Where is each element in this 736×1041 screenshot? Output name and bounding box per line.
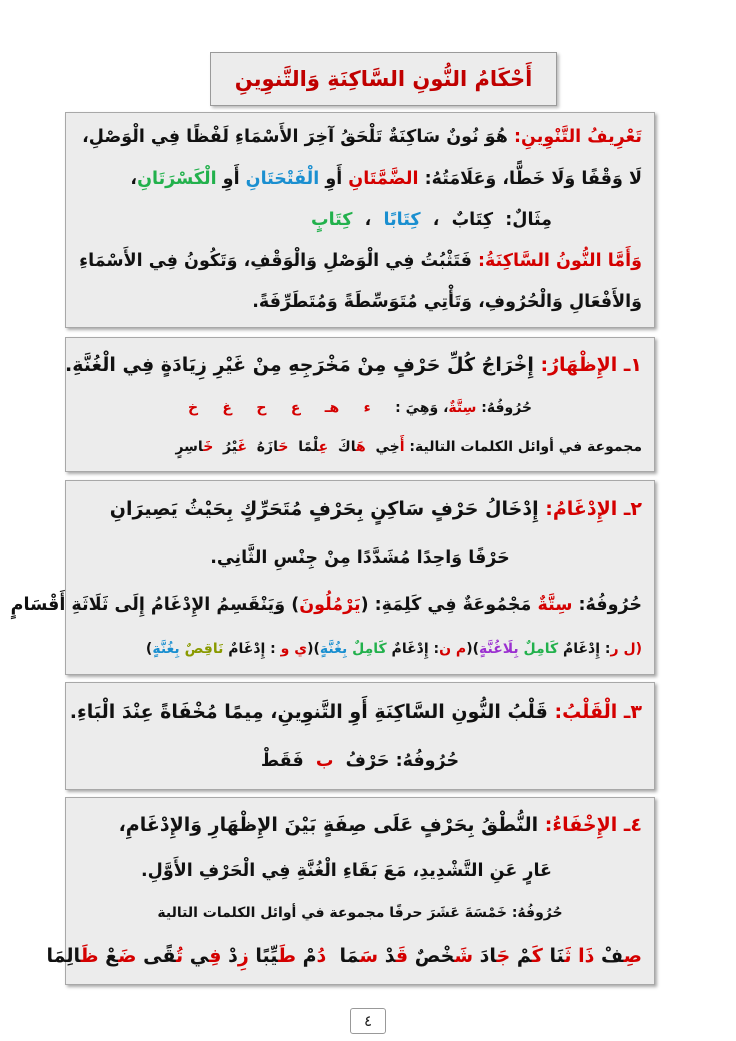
text-segment: أَوِ — [319, 168, 349, 189]
highlighted-term: دُ — [316, 945, 327, 968]
highlighted-term: يَرْمُلُونَ — [299, 594, 361, 615]
text-segment: الِمَا — [46, 945, 81, 968]
highlighted-term: كَ — [531, 945, 543, 968]
text-segment: ازَهُ — [247, 438, 279, 455]
text-segment: حُرُوفُهُ: — [572, 594, 642, 615]
text-line — [78, 248, 642, 274]
text-segment: فَقَطْ — [260, 750, 316, 771]
page-title: أَحْكَامُ النُّونِ السَّاكِنَةِ وَالتَّنوِينِ — [210, 52, 557, 106]
highlighted-term: ٢ـ الإِدْغَامُ: — [538, 498, 642, 521]
text-segment: لَا وَقْفًا وَلَا خَطًّا، وَعَلَامَتُهُ: — [418, 168, 642, 189]
highlighted-term: شَ — [454, 945, 474, 968]
text-segment: نَا — [542, 945, 565, 968]
text-segment: : إِدْغَامٌ — [386, 640, 440, 657]
text-segment: ، وَهِيَ : — [370, 399, 449, 416]
highlighted-term: سِتَّةٌ — [537, 594, 573, 615]
iqlab-box — [65, 682, 655, 790]
text-line — [78, 748, 642, 774]
highlighted-term: فِ — [209, 945, 222, 968]
highlighted-term: الضَّمَّتَانِ — [348, 168, 419, 189]
highlighted-term: ذَا — [571, 945, 595, 968]
highlighted-term: سِتَّةٌ — [448, 399, 477, 416]
definition-box — [65, 112, 655, 328]
highlighted-term: سَ — [359, 945, 379, 968]
text-segment: ي — [183, 945, 210, 968]
text-line — [78, 437, 642, 458]
text-line — [78, 545, 642, 571]
text-segment: فْ — [594, 945, 624, 968]
text-segment: )( — [307, 640, 320, 657]
text-segment: عْ — [98, 945, 119, 968]
izhar-box — [65, 337, 655, 472]
text-line — [10, 592, 642, 618]
text-line — [78, 207, 642, 233]
text-segment: إِدْخَالُ حَرْفٍ سَاكِنٍ بِحَرْفٍ مُتَحَرِّكٍ بِحَيْثُ يَصِيرَانِ — [109, 498, 539, 521]
text-line — [78, 903, 642, 924]
highlighted-term: قَ — [395, 945, 409, 968]
text-segment: النُّطْقُ بِحَرْفٍ عَلَى صِفَةٍ بَيْنَ الإِظْهَارِ وَالإِدْغَامِ، — [118, 814, 539, 837]
text-segment: حُرُوفُهُ: — [476, 399, 533, 416]
highlighted-term: كِتَابٍ — [311, 209, 353, 230]
highlighted-term: بِلَاغُنَّةٍ — [479, 640, 519, 657]
highlighted-term: بِغُنَّةٍ — [152, 640, 180, 657]
highlighted-term: جَ — [496, 945, 511, 968]
highlighted-term: ء هـ ع ح غ خ — [187, 399, 371, 416]
highlighted-term: ب — [315, 750, 334, 771]
text-segment: ، — [130, 168, 138, 189]
text-segment: فَتَثْبُتُ فِي الْوَصْلِ وَالْوَقْفِ، وَتَكُونُ فِي الأَسْمَاءِ — [79, 251, 472, 272]
text-line — [78, 811, 642, 840]
text-segment: مجموعة في أوائل الكلمات التالية: — [404, 438, 642, 455]
ikhfa-box — [46, 797, 655, 985]
highlighted-term: حَ — [278, 438, 289, 455]
text-segment: ) وَيَنْقَسِمُ الإِدْغَامُ إِلَى ثَلَاثَةِ أَقْسَامٍ — [10, 594, 300, 615]
highlighted-term: ي و — [280, 640, 308, 657]
highlighted-term: ظَ — [80, 945, 99, 968]
text-segment: مْ — [295, 945, 317, 968]
highlighted-term: عِ — [318, 438, 329, 455]
highlighted-term: تُ — [176, 945, 184, 968]
highlighted-term: طَ — [278, 945, 296, 968]
highlighted-term: بِغُنَّةٍ — [319, 640, 348, 657]
text-segment: اكَ — [328, 438, 356, 455]
text-line — [78, 166, 642, 192]
page-number: ٤ — [350, 1008, 386, 1034]
text-segment: عَارٍ عَنِ التَّشْدِيدِ، مَعَ بَقَاءِ الْغُنَّةِ فِي الْحَرْفِ الأَوَّلِ. — [141, 861, 552, 882]
text-segment: يِّبًا — [248, 945, 279, 968]
highlighted-term: تَعْرِيفُ التَّنْوِينِ: — [507, 127, 642, 148]
highlighted-term: م ن — [439, 640, 467, 657]
text-line — [69, 698, 642, 727]
highlighted-term: أَ — [399, 438, 405, 455]
text-line — [78, 495, 642, 524]
highlighted-term: كَامِلٌ — [347, 640, 387, 657]
text-segment: ، — [420, 209, 452, 230]
text-segment: ، — [352, 209, 384, 230]
text-segment: : إِدْغَامٌ — [558, 640, 611, 657]
text-segment: مَجْمُوعَةٌ فِي كَلِمَةِ: ( — [360, 594, 538, 615]
text-line — [46, 942, 642, 971]
highlighted-term: ٣ـ الْقَلْبُ: — [547, 700, 642, 723]
text-line — [78, 639, 642, 660]
text-segment: قَلْبُ النُّونِ السَّاكِنَةِ أَوِ التَّنوِينِ، مِيمًا مُخْفَاةً عِنْدَ الْبَاءِ. — [69, 700, 548, 723]
text-segment: دْ — [221, 945, 238, 968]
text-segment: مْ — [510, 945, 532, 968]
text-segment: دْ — [378, 945, 396, 968]
text-segment: : إِدْغَامٌ — [223, 640, 281, 657]
highlighted-term: غَ — [237, 438, 248, 455]
text-line — [78, 289, 642, 315]
text-segment: خْصٌ — [408, 945, 455, 968]
highlighted-term: الْكَسْرَتَانِ — [137, 168, 217, 189]
highlighted-term: ٤ـ الإِخْفَاءُ: — [538, 814, 642, 837]
highlighted-term: الْفَتْحَتَانِ — [245, 168, 320, 189]
idgham-box — [10, 480, 655, 675]
highlighted-term: زِ — [237, 945, 249, 968]
text-segment: خِي — [365, 438, 400, 455]
highlighted-term: ضَ — [118, 945, 137, 968]
highlighted-term: كِتَابًا — [383, 209, 421, 230]
text-segment: مِثَالٌ: كِتَابٌ — [451, 209, 552, 230]
text-segment: ) — [145, 640, 153, 657]
text-segment: قًى — [136, 945, 177, 968]
highlighted-term: ١ـ الإِظْهَارُ: — [533, 354, 642, 377]
highlighted-term: نَاقِصٌ — [179, 640, 224, 657]
text-segment: حُرُوفُهُ: حَرْفُ — [333, 750, 460, 771]
text-segment: اسِرٍ — [175, 438, 204, 455]
text-segment: حُرُوفُهُ: خَمْسَةَ عَشَرَ حرفًا مجموعة في أوائل الكلمات التالية — [157, 904, 563, 921]
text-segment: لْمًا — [288, 438, 319, 455]
text-segment: ادَ — [473, 945, 497, 968]
text-segment: أَوِ — [216, 168, 246, 189]
text-segment: مَا — [326, 945, 360, 968]
text-segment: إِخْرَاجُ كُلِّ حَرْفٍ مِنْ مَخْرَجِهِ مِنْ غَيْرِ زِيَادَةٍ فِي الْغُنَّةِ. — [65, 354, 534, 377]
highlighted-term: ثَ — [564, 945, 572, 968]
highlighted-term: (ل ر — [610, 640, 642, 657]
text-segment: هُوَ نُونٌ سَاكِنَةٌ تَلْحَقُ آخِرَ الأَسْمَاءِ لَفْظًا فِي الْوَصْلِ، — [82, 127, 508, 148]
highlighted-term: هَ — [356, 438, 366, 455]
text-line — [78, 398, 642, 419]
highlighted-term: كَامِلٌ — [518, 640, 559, 657]
text-segment: يْرُ — [213, 438, 238, 455]
text-segment: وَالأَفْعَالِ وَالْحُرُوفِ، وَتَأْتِي مُتَوَسِّطَةً وَمُتَطَرِّفَةً. — [252, 292, 642, 313]
text-segment: )( — [466, 640, 479, 657]
highlighted-term: صِ — [623, 945, 642, 968]
text-line — [78, 124, 642, 150]
highlighted-term: خَ — [203, 438, 214, 455]
text-line — [65, 351, 642, 380]
highlighted-term: وَأَمَّا النُّونُ السَّاكِنَةُ: — [471, 251, 642, 272]
text-segment: حَرْفًا وَاحِدًا مُشَدَّدًا مِنْ جِنْسِ الثَّانِي. — [210, 547, 510, 568]
text-line — [78, 858, 642, 884]
